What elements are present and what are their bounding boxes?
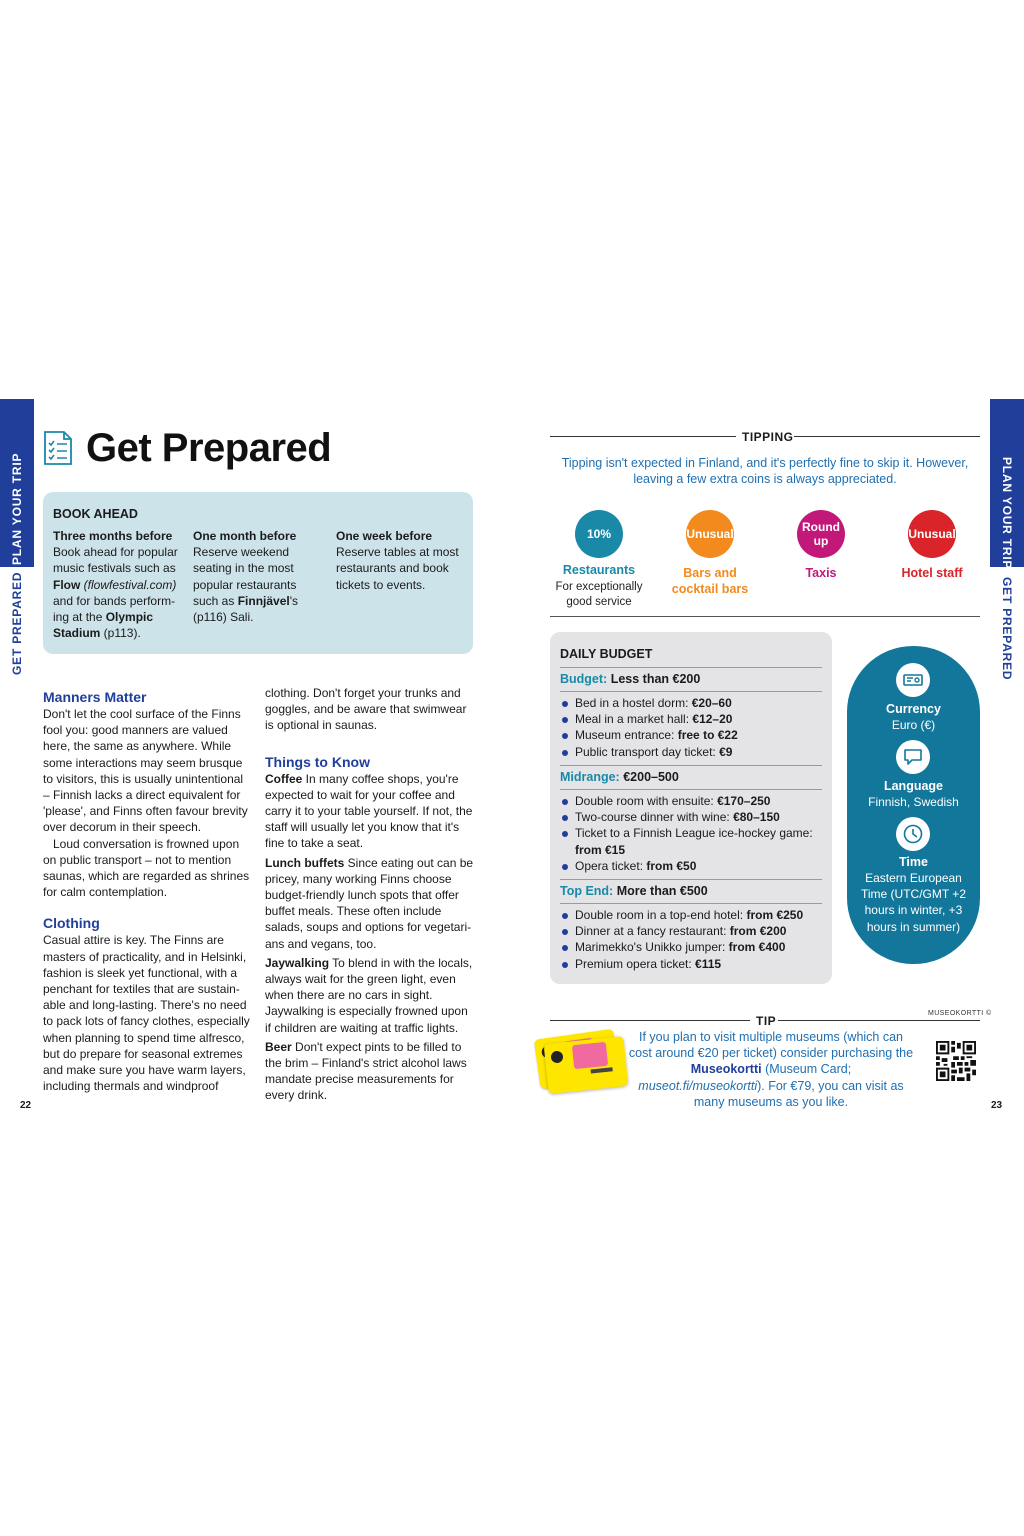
tip-rule-left — [550, 1020, 750, 1021]
col-text: and for bands perform-ing at the — [53, 593, 176, 625]
tip-badge-bars: Unusual — [686, 510, 734, 558]
list-item — [560, 825, 828, 857]
top-end-tier-heading — [560, 883, 708, 899]
tipping-rule-bottom — [550, 616, 980, 617]
coffee-item — [265, 771, 475, 852]
daily-budget-box — [550, 632, 832, 984]
jaywalking-term: Jaywalking — [265, 955, 330, 970]
item-text: Bed in a hostel dorm: — [575, 696, 692, 710]
item-price: €9 — [719, 744, 733, 759]
currency-icon — [896, 663, 930, 697]
budget-rule — [560, 765, 822, 766]
jaywalking-text: To blend in with the locals, always wait for the green light, even when there are no cars in sight. Jaywalking is especially frowned upon if children are waiting at traffic lights. — [265, 955, 473, 1035]
tip-label: TIP — [756, 1014, 777, 1028]
quick-facts-pill — [847, 646, 980, 964]
flow-festival-name: Flow — [53, 577, 81, 592]
col-text: Reserve weekend seating in the most popular restaurants such as — [193, 545, 297, 608]
top-end-tier-label: Top End: — [560, 884, 614, 898]
item-text: Marimekko's Unikko jumper: — [575, 940, 729, 955]
tip-rule-right — [778, 1020, 980, 1021]
tip-text: (Museum Card; — [761, 1062, 852, 1077]
tip-text: ). For €79, you can visit as many museums as you like. — [693, 1078, 904, 1109]
item-text: Public transport day ticket: — [575, 744, 720, 759]
top-end-tier-range: More than €500 — [613, 884, 708, 898]
left-text-column — [43, 688, 253, 1094]
olympic-stadium-name: Olympic Stadium — [53, 610, 154, 641]
col-heading: Three months before — [53, 529, 173, 543]
clothing-paragraph-1: Casual attire is key. The Finns are masters of practicality, and in Helsinki, fashion is sleek yet functional, with a penchant for textiles that are sustain-able and long-lasting. There's no need to pack lots of fancy clothes, especially when planning to spend time alfresco, but do prepare for seasonal extremes and make sure you have warm layers, including thermals and windproof — [43, 933, 250, 1094]
list-item — [560, 695, 828, 711]
qr-code-icon[interactable] — [936, 1041, 976, 1081]
budget-rule — [560, 667, 822, 668]
item-price: €115 — [695, 956, 722, 971]
time-heading: Time — [899, 855, 928, 869]
clock-icon — [896, 817, 930, 851]
list-item — [560, 858, 828, 874]
budget-tier-heading — [560, 671, 700, 687]
tip-badge-taxis: Round up — [797, 510, 845, 558]
tipping-label: TIPPING — [742, 430, 794, 444]
left-section-label: GET PREPARED — [10, 571, 24, 675]
book-ahead-col-one-week — [336, 528, 466, 593]
list-item — [560, 956, 828, 972]
item-text: Opera ticket: — [575, 858, 647, 873]
page-number-left: 22 — [20, 1100, 32, 1111]
beer-term: Beer — [265, 1039, 292, 1054]
museokortti-name: Museokortti — [690, 1062, 762, 1077]
list-item — [560, 727, 828, 743]
col-heading: One week before — [336, 529, 433, 543]
book-ahead-box — [43, 492, 473, 654]
tip-caption-taxis: Taxis — [805, 566, 837, 580]
tip-badge-restaurants: 10% — [575, 510, 623, 558]
daily-budget-title: DAILY BUDGET — [560, 647, 653, 661]
item-price: €20–60 — [691, 696, 732, 710]
budget-rule — [560, 903, 822, 904]
budget-tier-range: Less than €200 — [607, 672, 701, 686]
tip-text: If you plan to visit multiple museums (which can cost around €20 per ticket) consider purchasing the — [628, 1030, 914, 1061]
top-end-tier-list — [560, 907, 828, 972]
image-credit: MUSEOKORTTI © — [928, 1010, 992, 1017]
item-price: €170–250 — [717, 794, 771, 808]
item-text: Museum entrance: — [575, 728, 678, 743]
museum-card-tip — [628, 1029, 914, 1110]
page-title: Get Prepared — [86, 426, 332, 470]
budget-rule — [560, 789, 822, 790]
item-text: Two-course dinner with wine: — [575, 810, 734, 825]
book-ahead-title: BOOK AHEAD — [53, 507, 138, 521]
item-text: Ticket to a Finnish League ice-hockey game: — [575, 826, 813, 841]
tip-badge-hotel: Unusual — [908, 510, 956, 558]
left-side-tab-label: PLAN YOUR TRIP — [10, 452, 24, 565]
finnjavel-name: Finnjävel — [237, 593, 290, 608]
currency-text: Euro (€) — [891, 718, 936, 732]
item-price: from €200 — [729, 924, 787, 939]
budget-rule — [560, 879, 822, 880]
language-heading: Language — [883, 779, 944, 793]
coffee-term: Coffee — [265, 771, 303, 786]
col-text: Reserve tables at most restaurants and book tickets to events. — [336, 545, 459, 592]
item-text: Premium opera ticket: — [575, 956, 696, 971]
manners-heading: Manners Matter — [43, 689, 147, 705]
item-price: from €15 — [575, 842, 626, 857]
list-item — [560, 809, 828, 825]
item-text: Double room with ensuite: — [575, 794, 718, 808]
list-item — [560, 923, 828, 939]
flow-festival-url: (flowfestival.com) — [80, 577, 177, 592]
time-text: Eastern European Time (UTC/GMT +2 hours in winter, +3 hours in summer) — [860, 871, 966, 934]
beer-text: Don't expect pints to be filled to the brim – Finland's strict alcohol laws mandate precise measurements for every drink. — [265, 1039, 467, 1103]
list-item — [560, 744, 828, 760]
tip-caption-bars: Bars and cocktail bars — [671, 566, 749, 596]
clothing-paragraph-2: clothing. Don't forget your trunks and goggles, and be aware that swimwear is optional in saunas. — [265, 686, 467, 733]
col-text: Book ahead for popular music festivals such as — [53, 545, 178, 576]
lunch-buffets-item — [265, 855, 475, 952]
tipping-rule-right — [794, 436, 980, 437]
item-price: from €250 — [746, 908, 804, 922]
item-price: from €50 — [646, 858, 697, 873]
speech-bubble-icon — [896, 740, 930, 774]
col-heading: One month before — [193, 529, 297, 543]
lunch-buffets-text: Since eating out can be pricey, many working Finns choose budget-friendly lunch spots that offer buffet meals. These often include salads, soups and options for vegetari-ans and vegans, too. — [265, 855, 474, 951]
budget-tier-list — [560, 695, 828, 760]
midrange-tier-label: Midrange: — [560, 770, 620, 784]
right-side-tab-label: PLAN YOUR TRIP — [1000, 457, 1014, 570]
budget-rule — [560, 691, 822, 692]
museum-card-image-front — [544, 1036, 629, 1094]
book-ahead-col-one-month — [193, 528, 317, 625]
tip-sub-restaurants: For exceptionally good service — [555, 581, 643, 608]
item-text: Double room in a top-end hotel: — [575, 908, 747, 922]
things-to-know-heading: Things to Know — [265, 753, 370, 770]
tip-caption-hotel: Hotel staff — [901, 566, 963, 580]
manners-paragraph-2: Loud conversation is frowned upon on public transport – not to mention saunas, which are regarded as shrines for calm contemplation. — [43, 836, 250, 900]
list-item — [560, 793, 828, 809]
item-price: free to €22 — [677, 728, 738, 743]
language-text: Finnish, Swedish — [868, 795, 959, 809]
jaywalking-item — [265, 955, 475, 1036]
museokortti-url: museot.fi/museokortti — [638, 1078, 758, 1093]
budget-tier-label: Budget: — [560, 672, 608, 686]
list-item — [560, 907, 828, 923]
col-text: (p113). — [100, 626, 141, 641]
list-item — [560, 939, 828, 955]
list-item — [560, 711, 828, 727]
currency-heading: Currency — [886, 702, 941, 716]
col-text: 's (p116) Sali. — [193, 593, 299, 625]
book-ahead-col-three-months — [53, 528, 185, 641]
tip-caption-restaurants: Restaurants — [562, 563, 636, 577]
item-price: from €400 — [728, 940, 786, 955]
midrange-tier-list — [560, 793, 828, 874]
midrange-tier-heading — [560, 769, 679, 785]
clothing-heading: Clothing — [43, 915, 100, 932]
manners-paragraph-1: Don't let the cool surface of the Finns fool you: good manners are valued here, the same as anywhere. While some interactions may seem brusque to visitors, this is usually unintentional – Finnish lacks a direct equivalent for 'please', and Finns often favour brevity over decorum in their speech. — [43, 707, 248, 835]
right-section-label: GET PREPARED — [1000, 577, 1014, 681]
coffee-text: In many coffee shops, you're expected to wait for your coffee and carry it to your table yourself. If not, the staff will usually let you know that it's fine to take a seat. — [265, 771, 473, 851]
item-text: Dinner at a fancy restaurant: — [575, 924, 730, 939]
tipping-intro: Tipping isn't expected in Finland, and it's perfectly fine to skip it. However, leaving a few extra coins is always appreciated. — [561, 456, 969, 487]
tipping-rule-left — [550, 436, 736, 437]
item-price: €80–150 — [733, 810, 780, 825]
beer-item — [265, 1039, 475, 1104]
midrange-tier-range: €200–500 — [619, 770, 679, 784]
item-text: Meal in a market hall: — [575, 712, 693, 727]
middle-text-column — [265, 685, 475, 1104]
page-number-right: 23 — [991, 1100, 1003, 1111]
item-price: €12–20 — [692, 712, 733, 727]
checklist-icon — [43, 431, 73, 465]
lunch-buffets-term: Lunch buffets — [265, 855, 345, 870]
